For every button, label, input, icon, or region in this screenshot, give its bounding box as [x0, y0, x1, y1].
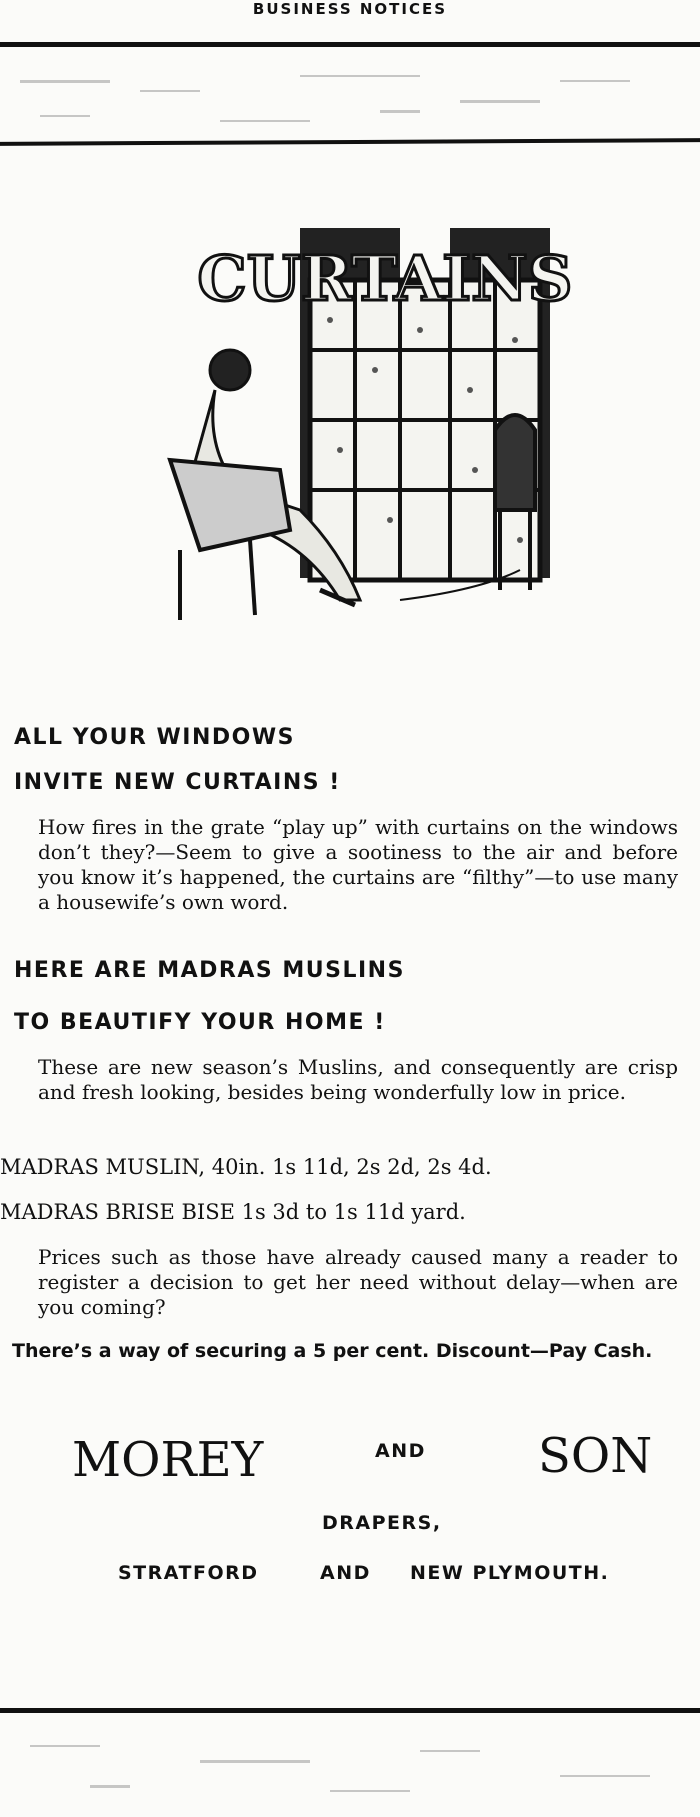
top-rule-1 [0, 42, 700, 47]
paragraph-fires-in-grate: How fires in the grate “play up” with curtains on the windows don’t they?—Seem to give a sootiness to the air and before you know it’s happened, the curtains are “filthy”—to use many a housewife’s own word. [38, 815, 678, 914]
firm-trade: DRAPERS, [322, 1512, 442, 1534]
scan-noise-bottom [0, 1725, 700, 1810]
price-madras-muslin: MADRAS MUSLIN, 40in. 1s 11d, 2s 2d, 2s 4d. [0, 1155, 492, 1179]
scan-noise-top [0, 60, 700, 140]
heading-beautify-home: TO BEAUTIFY YOUR HOME ! [14, 1010, 386, 1035]
bottom-rule [0, 1708, 700, 1713]
cane-chair [170, 460, 290, 620]
town-new-plymouth: NEW PLYMOUTH. [410, 1562, 610, 1584]
firm-name-left: MOREY [72, 1432, 264, 1488]
town-stratford: STRATFORD [118, 1562, 259, 1584]
discount-line: There’s a way of securing a 5 per cent. Discount—Pay Cash. [12, 1340, 653, 1362]
section-header: BUSINESS NOTICES [252, 0, 448, 18]
curtains-illustration [160, 220, 620, 700]
heading-all-your-windows: ALL YOUR WINDOWS [14, 725, 295, 750]
price-brise-bise: MADRAS BRISE BISE 1s 3d to 1s 11d yard. [0, 1200, 466, 1224]
heading-invite-new-curtains: INVITE NEW CURTAINS ! [14, 770, 341, 795]
paragraph-prices: Prices such as those have already caused many a reader to register a decision to get her need without delay—when are you coming? [38, 1245, 678, 1319]
firm-and: AND [375, 1440, 426, 1462]
firm-name-right: SON [538, 1428, 653, 1484]
town-and: AND [320, 1562, 371, 1584]
paragraph-new-season: These are new season’s Muslins, and consequently are crisp and fresh looking, besides being wonderfully low in price. [38, 1055, 678, 1104]
curtains-title: CURTAINS [197, 242, 573, 315]
heading-madras-muslins: HERE ARE MADRAS MUSLINS [14, 958, 405, 983]
